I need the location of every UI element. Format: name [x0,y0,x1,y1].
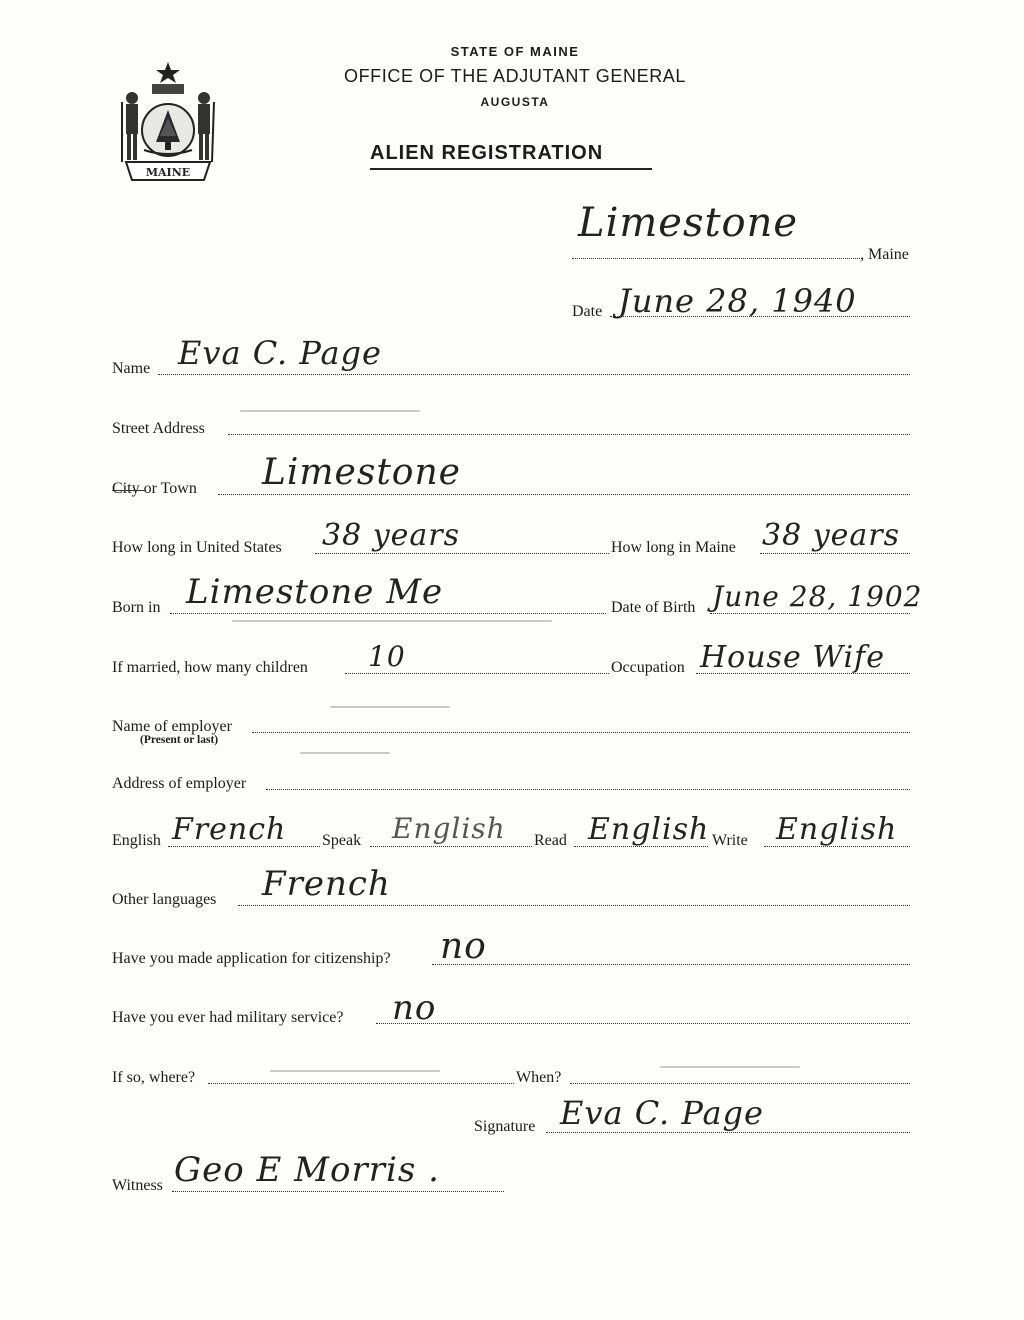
witness-entry: Geo E Morris . [174,1150,440,1190]
form-title: ALIEN REGISTRATION [370,142,604,164]
header-office: OFFICE OF THE ADJUTANT GENERAL [343,66,687,86]
town-top-entry: Limestone [578,200,799,246]
where-line [208,1083,514,1084]
children-label: If married, how many children [112,659,308,676]
us-years-label: How long in United States [112,539,282,556]
town-word: or Town [143,480,197,497]
occupation-entry: House Wife [700,640,885,675]
born-in-label: Born in [112,599,161,616]
maine-seal-icon [112,58,224,186]
town-top-line [572,258,860,259]
born-in-line [170,613,606,614]
signature-line [546,1132,910,1133]
military-label: Have you ever had military service? [112,1009,344,1026]
town-line [218,494,910,495]
header-state: STATE OF MAINE [450,44,580,59]
dob-label: Date of Birth [611,599,696,616]
employer-address-line [266,789,910,790]
speak-entry: English [392,812,506,845]
citizenship-label: Have you made application for citizenship? [112,950,391,967]
when-line [570,1083,910,1084]
employer-note: (Present or last) [140,734,219,746]
city-town-label [112,480,197,498]
date-label: Date [572,303,603,320]
seal-banner-text: MAINE [145,166,191,179]
state-suffix-label: , Maine [860,246,909,263]
signature-label: Signature [474,1118,536,1135]
other-languages-entry: French [262,864,391,904]
when-label: When? [516,1069,562,1086]
english-entry: French [172,812,287,847]
name-entry: Eva C. Page [178,334,382,372]
where-label: If so, where? [112,1069,196,1086]
children-entry: 10 [368,640,406,673]
occupation-label: Occupation [611,659,685,676]
dob-entry: June 28, 1902 [712,580,923,613]
read-label: Read [534,832,567,849]
street-line [228,434,910,435]
us-years-entry: 38 years [322,518,461,553]
employer-label: Name of employer [112,718,232,735]
other-languages-line [238,905,910,906]
born-in-entry: Limestone Me [186,572,444,612]
employer-address-label: Address of employer [112,775,247,792]
date-entry: June 28, 1940 [618,282,857,320]
citizenship-entry: no [440,926,487,967]
us-years-line [315,553,609,554]
other-languages-label: Other languages [112,891,217,908]
read-entry: English [588,812,710,847]
town-entry: Limestone [262,452,461,493]
children-line [345,673,609,674]
maine-years-line [760,553,910,554]
english-label: English [112,832,161,849]
write-label: Write [712,832,748,849]
header-city: AUGUSTA [480,95,550,109]
city-strikethrough [112,490,146,491]
witness-line [172,1191,504,1192]
street-label: Street Address [112,420,205,437]
citizenship-line [432,964,910,965]
dob-line [710,613,910,614]
title-underline [370,168,652,170]
maine-years-entry: 38 years [762,518,901,553]
military-line [376,1023,910,1024]
signature-entry: Eva C. Page [560,1094,764,1132]
speak-label: Speak [322,832,362,849]
speak-line [370,846,532,847]
city-word-struck: City [112,480,140,497]
witness-label: Witness [112,1177,163,1194]
name-label: Name [112,360,151,377]
name-line [158,374,910,375]
military-entry: no [392,988,437,1028]
maine-years-label: How long in Maine [611,539,736,556]
employer-line [252,732,910,733]
write-entry: English [776,812,898,847]
